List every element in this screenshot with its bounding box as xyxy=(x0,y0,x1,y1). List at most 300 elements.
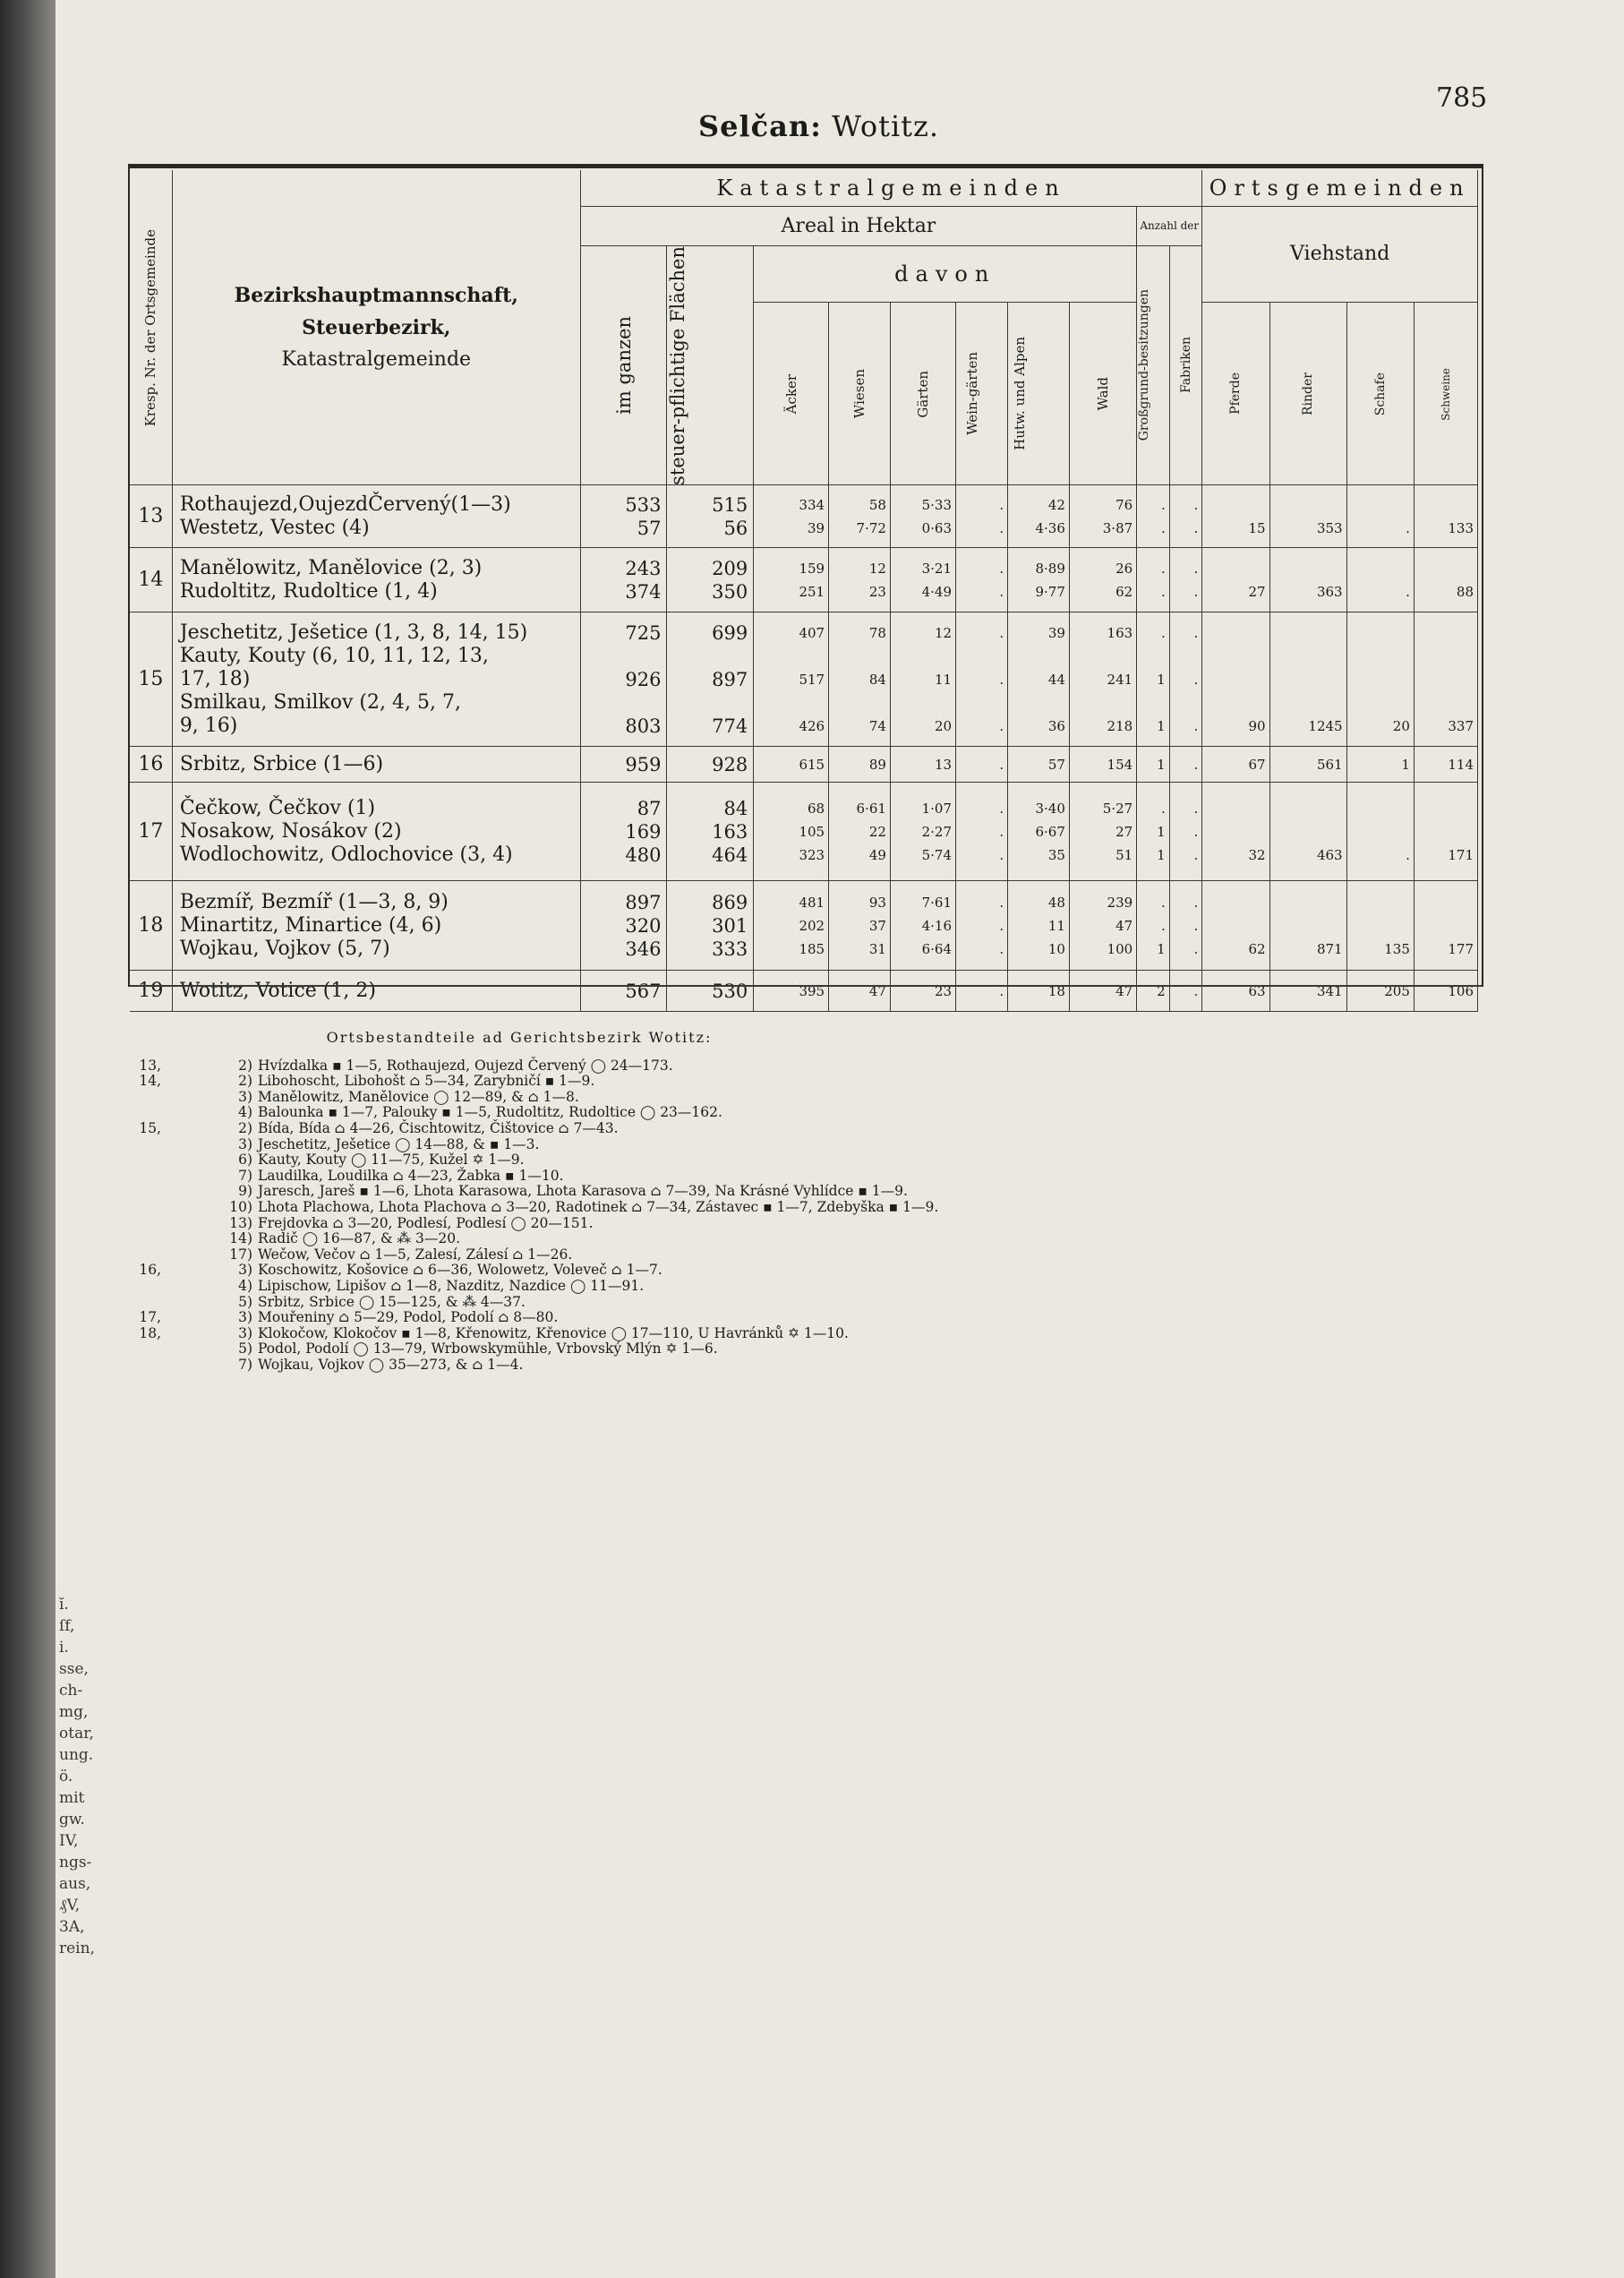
note-number: 17) xyxy=(229,1246,252,1263)
note-number: 3) xyxy=(238,1088,252,1105)
cell-steuer xyxy=(667,971,754,1012)
cell-gross xyxy=(1137,612,1170,747)
cell-value: . xyxy=(1160,496,1166,513)
cell-pferde xyxy=(1202,747,1269,783)
cell-value: 27 xyxy=(1115,823,1133,840)
note-text: Lhota Plachowa, Lhota Plachova ⌂ 3—20, Radotinek ⌂ 7—34, Zástavec ▪ 1—7, Zdebyška ▪ 1—9. xyxy=(258,1198,939,1215)
note-text: Jeschetitz, Ješetice ◯ 14—88, & ▪ 1—3. xyxy=(258,1135,540,1152)
katastral-name: Wodlochowitz, Odlochovice (3, 4) xyxy=(179,843,513,866)
cell-value: 84 xyxy=(723,797,748,819)
cell-value: . xyxy=(1193,717,1199,734)
cell-steuer xyxy=(667,747,754,783)
katastral-name: Čečkow, Čečkov (1) xyxy=(179,796,376,819)
cell-value: 7·61 xyxy=(921,894,953,911)
cell-fabr xyxy=(1169,881,1202,971)
cell-wein xyxy=(956,485,1008,548)
cell-value: . xyxy=(999,519,1004,536)
cell-value: . xyxy=(999,717,1004,734)
page-number: 785 xyxy=(1436,82,1488,114)
row-nr: 18 xyxy=(130,881,172,971)
katastral-name: Rothaujezd,OujezdČervený(1—3) xyxy=(179,492,511,516)
cell-value: 78 xyxy=(868,624,886,641)
cell-value: 869 xyxy=(712,891,748,913)
note-group: 16, xyxy=(139,1262,161,1279)
cell-wiesen xyxy=(829,747,891,783)
cell-hutw xyxy=(1008,612,1070,747)
cell-value: 6·67 xyxy=(1035,823,1065,840)
cell-value: 13 xyxy=(934,756,953,773)
katastral-name: Srbitz, Srbice (1—6) xyxy=(179,752,384,775)
note-number: 7) xyxy=(238,1356,252,1373)
note-number: 3) xyxy=(238,1262,252,1279)
davon-header: davon xyxy=(754,245,1137,303)
cell-wiesen xyxy=(829,612,891,747)
statistics-table xyxy=(130,170,1478,1012)
cell-value: 350 xyxy=(712,580,748,603)
cell-value: 346 xyxy=(625,938,662,960)
note-text: Radič ◯ 16—87, & ⁂ 3—20. xyxy=(258,1230,460,1247)
cell-value: . xyxy=(999,846,1004,863)
cell-wein xyxy=(956,971,1008,1012)
table-row xyxy=(130,612,1478,747)
note-text: Koschowitz, Košovice ⌂ 6—36, Wolowetz, Voleveč ⌂ 1—7. xyxy=(258,1262,662,1279)
cell-value: . xyxy=(1160,519,1166,536)
note-line xyxy=(134,1326,1477,1342)
cell-value: 218 xyxy=(1107,717,1133,734)
cell-value: . xyxy=(1193,940,1199,957)
cell-rinder xyxy=(1269,548,1346,612)
katastral-name: Wotitz, Votice (1, 2) xyxy=(179,979,376,1002)
col-fabriken: Fabriken xyxy=(1169,245,1202,485)
cell-value: 23 xyxy=(868,583,886,600)
cell-value: 35 xyxy=(1047,846,1065,863)
note-number: 4) xyxy=(238,1104,252,1121)
cell-value: . xyxy=(1193,823,1199,840)
note-line xyxy=(134,1121,1477,1137)
row-nr: 15 xyxy=(130,612,172,747)
cell-value: 897 xyxy=(712,668,748,690)
cell-fabr xyxy=(1169,612,1202,747)
cell-value: 62 xyxy=(1248,940,1266,957)
cell-value: 463 xyxy=(1316,846,1343,863)
table-row xyxy=(130,783,1478,881)
col-wiesen: Wiesen xyxy=(829,303,891,485)
note-number: 13) xyxy=(229,1214,252,1231)
cell-value: . xyxy=(999,800,1004,817)
cell-value: 395 xyxy=(799,982,825,999)
cell-value: 363 xyxy=(1316,583,1343,600)
cell-value: 699 xyxy=(712,621,748,644)
note-line xyxy=(134,1058,1477,1075)
cell-value: 169 xyxy=(625,820,662,843)
note-number: 2) xyxy=(238,1057,252,1074)
note-number: 2) xyxy=(238,1073,252,1090)
cell-value: 47 xyxy=(1115,982,1133,999)
col-wald: Wald xyxy=(1069,303,1136,485)
cell-value: 76 xyxy=(1115,496,1133,513)
cell-hutw xyxy=(1008,971,1070,1012)
cell-value: 18 xyxy=(1047,982,1065,999)
cell-value: 928 xyxy=(712,753,748,775)
cell-value: 11 xyxy=(1047,917,1065,934)
cell-value: . xyxy=(1193,800,1199,817)
cell-value: . xyxy=(999,583,1004,600)
cell-value: 8·89 xyxy=(1035,560,1065,577)
cell-wiesen xyxy=(829,485,891,548)
row-nr: 19 xyxy=(130,971,172,1012)
cell-steuer xyxy=(667,485,754,548)
col-schafe: Schafe xyxy=(1346,303,1414,485)
note-number: 10) xyxy=(229,1198,252,1215)
cell-value: 88 xyxy=(1456,583,1474,600)
cell-value: . xyxy=(999,496,1004,513)
katastral-name: Smilkau, Smilkov (2, 4, 5, 7, xyxy=(179,690,461,714)
cell-value: 959 xyxy=(625,753,662,775)
cell-value: 803 xyxy=(625,715,662,737)
cell-value: 9·77 xyxy=(1035,583,1065,600)
cell-gross xyxy=(1137,971,1170,1012)
cell-value: 517 xyxy=(799,671,825,688)
cell-steuer xyxy=(667,548,754,612)
bleed-fragment: ung. xyxy=(59,1746,94,1764)
note-line xyxy=(134,1152,1477,1169)
cell-value: 374 xyxy=(625,580,662,603)
cell-value: 47 xyxy=(1115,917,1133,934)
cell-ganz xyxy=(580,612,667,747)
book-binding xyxy=(0,0,56,2278)
note-group: 15, xyxy=(139,1119,161,1136)
cell-gross xyxy=(1137,485,1170,548)
note-line xyxy=(134,1263,1477,1279)
cell-gaerten xyxy=(890,971,955,1012)
cell-value: 615 xyxy=(799,756,825,773)
cell-gaerten xyxy=(890,485,955,548)
note-line xyxy=(134,1200,1477,1216)
note-group: 14, xyxy=(139,1073,161,1090)
orts-group-header: Ortsgemeinden xyxy=(1202,170,1478,206)
cell-value: 426 xyxy=(799,717,825,734)
note-group: 13, xyxy=(139,1057,161,1074)
cell-value: 163 xyxy=(712,820,748,843)
cell-value: . xyxy=(999,940,1004,957)
cell-value: 334 xyxy=(799,496,825,513)
cell-value: . xyxy=(1193,894,1199,911)
cell-value: 11 xyxy=(934,671,953,688)
cell-aecker xyxy=(754,548,829,612)
cell-gross xyxy=(1137,548,1170,612)
cell-schafe xyxy=(1346,783,1414,881)
cell-value: 163 xyxy=(1107,624,1133,641)
cell-value: 407 xyxy=(799,624,825,641)
cell-value: 114 xyxy=(1448,756,1474,773)
katastral-group-header: Katastralgemeinden xyxy=(580,170,1202,206)
cell-hutw xyxy=(1008,783,1070,881)
cell-value: 51 xyxy=(1115,846,1133,863)
cell-value: 320 xyxy=(625,914,662,937)
cell-value: 22 xyxy=(868,823,886,840)
note-number: 4) xyxy=(238,1277,252,1294)
note-text: Balounka ▪ 1—7, Palouky ▪ 1—5, Rudoltitz, Rudoltice ◯ 23—162. xyxy=(258,1104,722,1121)
cell-hutw xyxy=(1008,548,1070,612)
cell-value: 4·49 xyxy=(921,583,953,600)
note-line xyxy=(134,1184,1477,1200)
cell-value: . xyxy=(1406,846,1410,863)
bleed-fragment: mit xyxy=(59,1789,85,1807)
cell-aecker xyxy=(754,881,829,971)
note-text: Manělowitz, Manělovice ◯ 12—89, & ⌂ 1—8. xyxy=(258,1088,579,1105)
note-line xyxy=(134,1090,1477,1106)
note-line xyxy=(134,1341,1477,1357)
cell-wiesen xyxy=(829,881,891,971)
cell-schafe xyxy=(1346,548,1414,612)
cell-value: 2·27 xyxy=(921,823,953,840)
cell-value: . xyxy=(1406,583,1410,600)
cell-fabr xyxy=(1169,783,1202,881)
note-text: Bída, Bída ⌂ 4—26, Čischtowitz, Čištovice ⌂ 7—43. xyxy=(258,1119,619,1136)
cell-value: 3·40 xyxy=(1035,800,1065,817)
katastral-name: Jeschetitz, Ješetice (1, 3, 8, 14, 15) xyxy=(179,621,528,644)
col-schweine: Schweine xyxy=(1414,303,1477,485)
note-group: 18, xyxy=(139,1324,161,1341)
cell-value: 68 xyxy=(808,800,825,817)
note-number: 5) xyxy=(238,1293,252,1310)
table-row xyxy=(130,548,1478,612)
cell-wein xyxy=(956,747,1008,783)
cell-wald xyxy=(1069,783,1136,881)
row-nr: 16 xyxy=(130,747,172,783)
cell-value: 58 xyxy=(868,496,886,513)
note-line xyxy=(134,1231,1477,1247)
cell-hutw xyxy=(1008,747,1070,783)
bleed-fragment: gw. xyxy=(59,1811,85,1828)
cell-rinder xyxy=(1269,747,1346,783)
cell-wald xyxy=(1069,548,1136,612)
cell-hutw xyxy=(1008,881,1070,971)
cell-schafe xyxy=(1346,485,1414,548)
running-head-district: Selčan: xyxy=(698,109,822,143)
cell-schweine xyxy=(1414,485,1477,548)
cell-hutw xyxy=(1008,485,1070,548)
note-number: 9) xyxy=(238,1183,252,1200)
cell-aecker xyxy=(754,783,829,881)
cell-value: 39 xyxy=(808,519,825,536)
bleed-fragment: rein, xyxy=(59,1940,95,1957)
notes-title: Ortsbestandteile ad Gerichtsbezirk Wotitz: xyxy=(326,1029,713,1046)
cell-wald xyxy=(1069,881,1136,971)
cell-ganz xyxy=(580,747,667,783)
cell-value: 106 xyxy=(1448,982,1474,999)
cell-rinder xyxy=(1269,612,1346,747)
cell-value: . xyxy=(1193,756,1199,773)
cell-value: 530 xyxy=(712,980,748,1002)
cell-gaerten xyxy=(890,783,955,881)
cell-pferde xyxy=(1202,485,1269,548)
col-district-header: Bezirkshauptmannschaft, Steuerbezirk, Katastralgemeinde xyxy=(172,170,580,485)
bleed-fragment: otar, xyxy=(59,1725,94,1743)
cell-value: 3·87 xyxy=(1102,519,1133,536)
cell-value: 5·33 xyxy=(921,496,953,513)
cell-value: 62 xyxy=(1115,583,1133,600)
note-line xyxy=(134,1247,1477,1263)
cell-gaerten xyxy=(890,548,955,612)
bleed-fragment: ₰V, xyxy=(59,1897,81,1914)
cell-value: 464 xyxy=(712,844,748,866)
cell-value: 20 xyxy=(1392,717,1410,734)
cell-value: . xyxy=(1193,496,1199,513)
cell-aecker xyxy=(754,612,829,747)
cell-value: 202 xyxy=(799,917,825,934)
note-text: Lipischow, Lipišov ⌂ 1—8, Nazditz, Nazdice ◯ 11—91. xyxy=(258,1277,645,1294)
bleed-fragment: ch- xyxy=(59,1682,83,1700)
cell-ganz xyxy=(580,485,667,548)
note-line xyxy=(134,1216,1477,1232)
cell-schafe xyxy=(1346,612,1414,747)
cell-ganz xyxy=(580,783,667,881)
cell-value: 1 xyxy=(1157,717,1166,734)
cell-value: 20 xyxy=(934,717,953,734)
cell-value: 480 xyxy=(625,844,662,866)
katastral-name: 9, 16) xyxy=(179,714,238,737)
cell-wiesen xyxy=(829,783,891,881)
cell-value: 774 xyxy=(712,715,748,737)
note-number: 5) xyxy=(238,1340,252,1357)
katastral-name: Minartitz, Minartice (4, 6) xyxy=(179,913,442,937)
cell-value: 6·61 xyxy=(856,800,886,817)
katastral-name: Westetz, Vestec (4) xyxy=(179,516,370,539)
cell-value: 159 xyxy=(799,560,825,577)
cell-value: 74 xyxy=(868,717,886,734)
cell-value: . xyxy=(1160,560,1166,577)
cell-value: 39 xyxy=(1047,624,1065,641)
cell-value: 47 xyxy=(868,982,886,999)
cell-value: 301 xyxy=(712,914,748,937)
cell-value: 337 xyxy=(1448,717,1474,734)
cell-value: 515 xyxy=(712,493,748,516)
cell-value: 5·74 xyxy=(921,846,953,863)
cell-schweine xyxy=(1414,783,1477,881)
cell-value: . xyxy=(1193,583,1199,600)
cell-value: 341 xyxy=(1316,982,1343,999)
table-row xyxy=(130,971,1478,1012)
cell-value: 48 xyxy=(1047,894,1065,911)
cell-value: . xyxy=(999,560,1004,577)
table-row xyxy=(130,881,1478,971)
cell-value: 533 xyxy=(625,493,662,516)
cell-value: . xyxy=(1193,560,1199,577)
note-line xyxy=(134,1137,1477,1153)
cell-value: 12 xyxy=(934,624,953,641)
note-number: 3) xyxy=(238,1135,252,1152)
table-bottom-rule xyxy=(130,985,1482,987)
bleed-fragment: IV, xyxy=(59,1832,79,1850)
cell-value: . xyxy=(1193,671,1199,688)
cell-value: 10 xyxy=(1047,940,1065,957)
cell-wiesen xyxy=(829,971,891,1012)
cell-pferde xyxy=(1202,548,1269,612)
col-hutw: Hutw. und Alpen xyxy=(1008,303,1070,485)
cell-gross xyxy=(1137,747,1170,783)
cell-value: 177 xyxy=(1448,940,1474,957)
cell-gaerten xyxy=(890,881,955,971)
cell-value: 323 xyxy=(799,846,825,863)
cell-value: . xyxy=(1160,894,1166,911)
cell-aecker xyxy=(754,485,829,548)
table-row xyxy=(130,747,1478,783)
cell-value: 5·27 xyxy=(1102,800,1133,817)
place-notes xyxy=(134,1030,1477,1373)
row-nr: 17 xyxy=(130,783,172,881)
bleed-fragment: ö. xyxy=(59,1768,73,1786)
cell-value: . xyxy=(999,671,1004,688)
cell-value: 37 xyxy=(868,917,886,934)
cell-value: . xyxy=(1193,917,1199,934)
cell-aecker xyxy=(754,971,829,1012)
note-text: Podol, Podolí ◯ 13—79, Wrbowskymühle, Vrbovský Mlýn ✡ 1—6. xyxy=(258,1340,718,1357)
cell-schafe xyxy=(1346,747,1414,783)
cell-value: 243 xyxy=(625,557,662,579)
note-text: Kauty, Kouty ◯ 11—75, Kužel ✡ 1—9. xyxy=(258,1152,525,1169)
cell-ganz xyxy=(580,881,667,971)
cell-value: 57 xyxy=(1047,756,1065,773)
cell-value: . xyxy=(1160,583,1166,600)
cell-value: 185 xyxy=(799,940,825,957)
cell-value: . xyxy=(1193,624,1199,641)
cell-value: 1 xyxy=(1401,756,1410,773)
cell-value: 0·63 xyxy=(921,519,953,536)
cell-value: 154 xyxy=(1107,756,1133,773)
cell-schweine xyxy=(1414,971,1477,1012)
note-number: 7) xyxy=(238,1167,252,1184)
cell-value: 44 xyxy=(1047,671,1065,688)
cell-wein xyxy=(956,881,1008,971)
note-text: Jaresch, Jareš ▪ 1—6, Lhota Karasowa, Lhota Karasova ⌂ 7—39, Na Krásné Vyhlídce ▪ 1—9. xyxy=(258,1183,908,1200)
cell-value: 205 xyxy=(1384,982,1410,999)
cell-pferde xyxy=(1202,881,1269,971)
cell-value: 241 xyxy=(1107,671,1133,688)
cell-wein xyxy=(956,548,1008,612)
cell-schweine xyxy=(1414,548,1477,612)
cell-value: 871 xyxy=(1316,940,1343,957)
cell-value: 89 xyxy=(868,756,886,773)
cell-value: 353 xyxy=(1316,519,1343,536)
col-grossgrund: Großgrund-besitzungen xyxy=(1137,245,1170,485)
note-text: Frejdovka ⌂ 3—20, Podlesí, Podlesí ◯ 20—151. xyxy=(258,1214,594,1231)
cell-wald xyxy=(1069,612,1136,747)
cell-value: 3·21 xyxy=(921,560,953,577)
col-pferde: Pferde xyxy=(1202,303,1269,485)
cell-value: . xyxy=(999,823,1004,840)
note-text: Wečow, Večov ⌂ 1—5, Zalesí, Zálesí ⌂ 1—26. xyxy=(258,1246,573,1263)
katastral-name: Rudoltitz, Rudoltice (1, 4) xyxy=(179,579,438,603)
cell-value: . xyxy=(1406,519,1410,536)
katastral-name: 17, 18) xyxy=(179,667,251,690)
cell-value: 481 xyxy=(799,894,825,911)
bleed-fragment: ĭ. xyxy=(59,1596,69,1614)
note-text: Wojkau, Vojkov ◯ 35—273, & ⌂ 1—4. xyxy=(258,1356,524,1373)
note-line xyxy=(134,1169,1477,1185)
cell-value: 23 xyxy=(934,982,953,999)
cell-value: 251 xyxy=(799,583,825,600)
cell-value: 1·07 xyxy=(921,800,953,817)
col-aecker: Äcker xyxy=(754,303,829,485)
katastral-name: Nosakow, Nosákov (2) xyxy=(179,819,402,843)
cell-wald xyxy=(1069,485,1136,548)
cell-value: 725 xyxy=(625,621,662,644)
col-im-ganzen: im ganzen xyxy=(580,245,667,485)
cell-value: . xyxy=(999,624,1004,641)
areal-header: Areal in Hektar xyxy=(580,206,1136,245)
cell-value: 87 xyxy=(637,797,662,819)
